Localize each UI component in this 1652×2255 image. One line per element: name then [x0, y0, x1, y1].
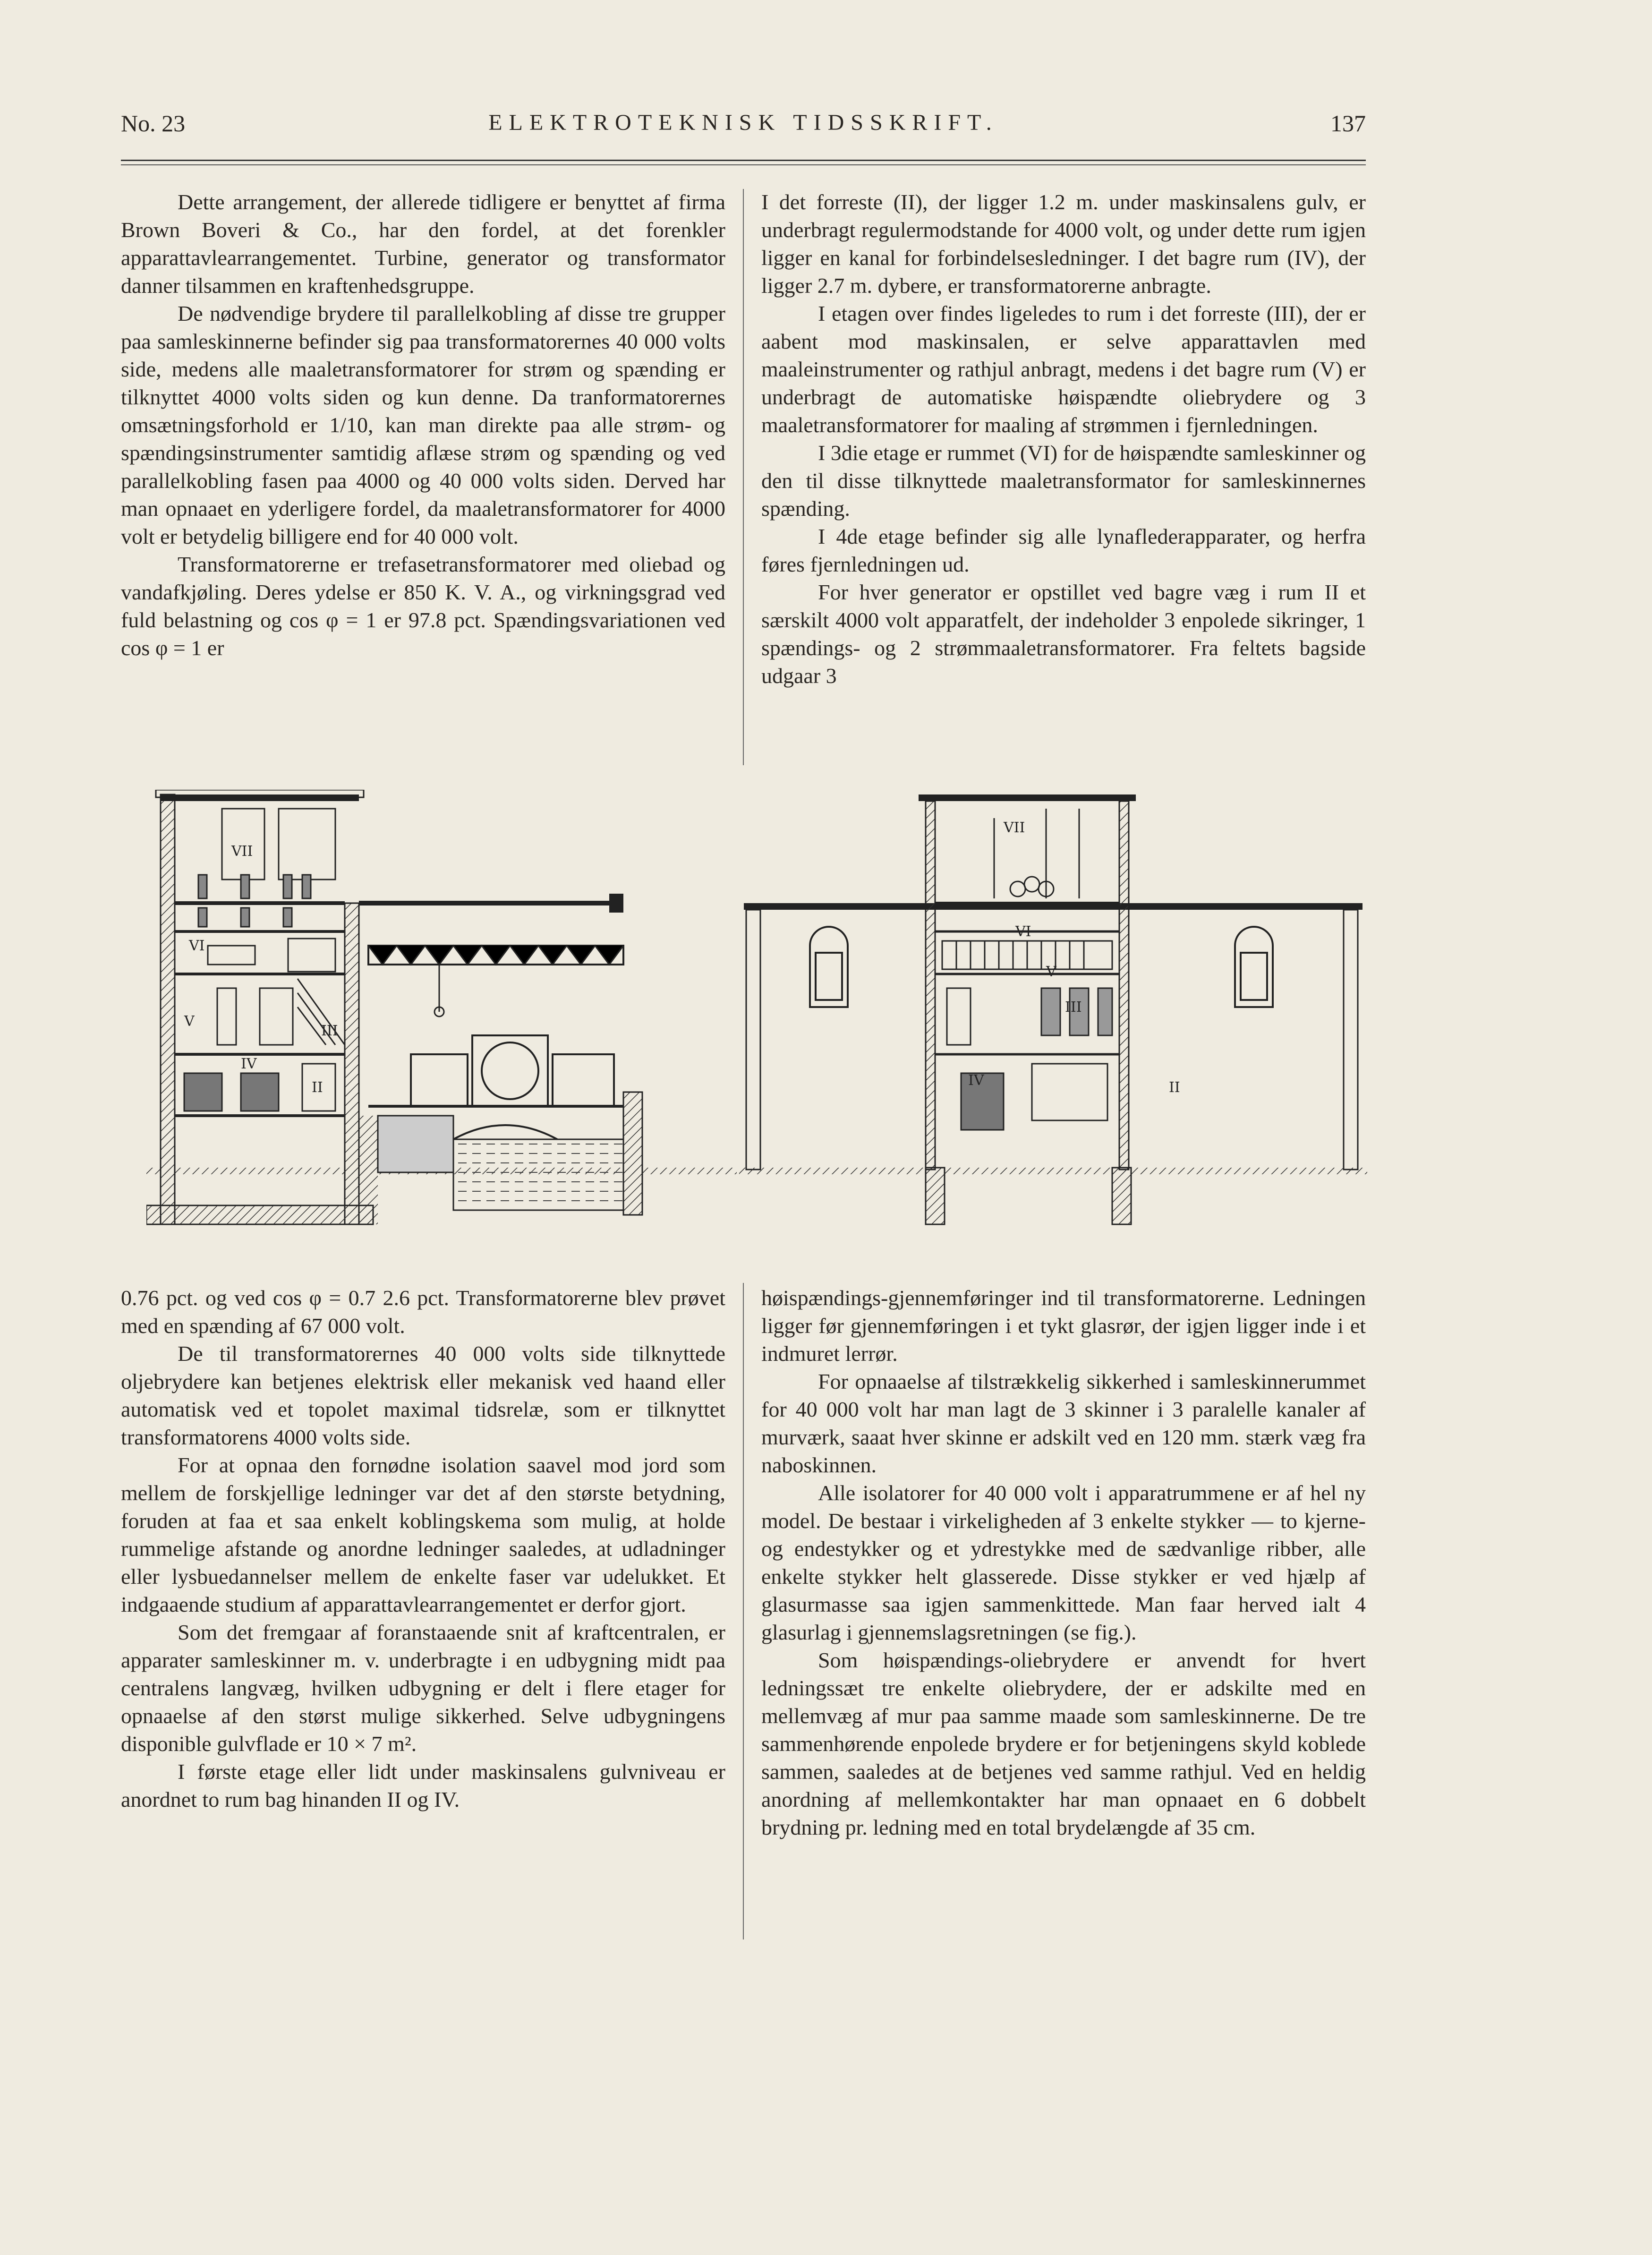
paragraph: Dette arrangement, der allerede tidligere er benyttet af firma Brown Boveri & Co., har den fordel, at det forenkler apparattavlearrangementet. Turbine, generator og transformator danner tilsammen en kraftenhedsgruppe. — [121, 190, 725, 298]
room-label: II — [1169, 1079, 1180, 1096]
header-rule-thin — [121, 164, 1366, 165]
paragraph: For hver generator er opstillet ved bagre væg i rum II et særskilt 4000 volt apparatfelt, der indeholder 3 enpolede sikringer, 1 spændings- og 2 strømmaaletransformatorer. Fra feltets bagside udgaar 3 — [761, 580, 1366, 688]
section-drawing-right — [739, 790, 1367, 1262]
room-label: VI — [1015, 923, 1031, 940]
paragraph: Alle isolatorer for 40 000 volt i apparatrummene er af hel ny model. De bestaar i virkeligheden af 3 enkelte stykker — to kjerne- og endestykker og et ydrestykke med de sædvanlige ribber, alle enkelte stykker helt glasserede. Disse stykker er ved hjælp af glasurmasse saa igjen sammenkittede. Man faar herved ialt 4 glasurlag i gjennemslagsretningen (se fig.). — [761, 1481, 1366, 1644]
paragraph: I 3die etage er rummet (VI) for de høispændte samleskinner og den til disse tilknyttede maaletransformator for samleskinnernes spænding. — [761, 441, 1366, 521]
paragraph: I det forreste (II), der ligger 1.2 m. under maskinsalens gulv, er underbragt regulermodstande for 4000 volt, og under dette rum igjen ligger en kanal for forbindelsesledninger. I det bagre rum (IV), der ligger 2.7 m. dybere, er transformatorerne anbragte. — [761, 190, 1366, 298]
paragraph: Transformatorerne er trefasetransformatorer med oliebad og vandafkjøling. Deres ydelse er 850 K. V. A., og virkningsgrad ved fuld belastning og cos φ = 1 er 97.8 pct. Spændingsvariationen ved cos φ = 1 er — [121, 552, 725, 660]
room-label: II — [312, 1079, 323, 1096]
room-label: V — [1046, 964, 1056, 980]
paragraph: I første etage eller lidt under maskinsalens gulvniveau er anordnet to rum bag hinanden II og IV. — [121, 1760, 725, 1811]
room-label: IV — [968, 1072, 984, 1089]
issue-number: No. 23 — [121, 110, 186, 137]
text-column-bottom-left — [121, 1284, 725, 1813]
text-column-top-left — [121, 188, 725, 662]
text-column-top-right — [761, 188, 1366, 690]
paragraph: 0.76 pct. og ved cos φ = 0.7 2.6 pct. Transformatorerne blev prøvet med en spænding af 67 000 volt. — [121, 1286, 725, 1338]
paragraph: høispændings-gjennemføringer ind til transformatorerne. Ledningen ligger før gjennemføringen i et tykt glasrør, der igjen ligger inde i et indmuret lerrør. — [761, 1286, 1366, 1366]
room-label: V — [184, 1013, 195, 1030]
room-label: III — [321, 1023, 338, 1039]
paragraph: Som høispændings-oliebrydere er anvendt for hvert ledningssæt tre enkelte oliebrydere, der er adskilte med en mellemvæg af mur paa samme maade som samleskinnerne. De tre sammenhørende enpolede brydere er for betjeningens skyld koblede sammen, saaledes at de betjenes ved samme rathjul. Ved en heldig anordning af mellemkontakter har man opnaaet en 6 dobbelt brydning pr. ledning med en total brydelængde af 35 cm. — [761, 1648, 1366, 1839]
paragraph: For at opnaa den fornødne isolation saavel mod jord som mellem de forskjellige ledninger var det af den største betydning, foruden at faa et saa enkelt koblingskema som mulig, at holde rummelige afstande og anordne ledninger saaledes, at udladninger eller lysbuedannelser mellem de enkelte faser var udelukket. Et indgaaende studium af apparattavlearrangementet er derfor gjort. — [121, 1453, 725, 1616]
paragraph: I 4de etage befinder sig alle lynaflederapparater, og herfra føres fjernledningen ud. — [761, 524, 1366, 576]
page-number: 137 — [1330, 110, 1366, 137]
column-divider-top — [743, 189, 744, 765]
room-label: VI — [189, 938, 205, 954]
paragraph: De til transformatorernes 40 000 volts side tilknyttede oljebrydere kan betjenes elektrisk eller mekanisk ved haand eller automatisk ved et topolet maximal tidsrelæ, som er tilknyttet transformatorens 4000 volts side. — [121, 1341, 725, 1449]
column-divider-bottom — [743, 1283, 744, 1939]
room-label: IV — [241, 1056, 257, 1072]
text-column-bottom-right — [761, 1284, 1366, 1841]
paragraph: Som det fremgaar af foranstaaende snit af kraftcentralen, er apparater samleskinner m. v. underbragte i en udbygning midt paa centralens langvæg, hvilken udbygning er delt i flere etager for opnaaelse af den størst mulige sikkerhed. Selve udbygningens disponible gulvflade er 10 × 7 m². — [121, 1620, 725, 1756]
room-label: III — [1065, 999, 1082, 1016]
paragraph: I etagen over findes ligeledes to rum i det forreste (III), der er aabent mod maskinsalen, er selve apparattavlen med maaleinstrumenter og rathjul anbragt, medens i det bagre rum (V) er underbragt de automatiske høispændte oliebrydere og 3 maaletransformatorer for maaling af strømmen i fjernledningen. — [761, 301, 1366, 437]
paragraph: For opnaaelse af tilstrækkelig sikkerhed i samleskinnerummet for 40 000 volt har man lagt de 3 skinner i 3 paralelle kanaler af murværk, saaat hver skinne er adskilt ved en 120 mm. stærk væg fra naboskinnen. — [761, 1369, 1366, 1477]
room-label: VII — [231, 843, 253, 860]
running-header — [121, 110, 1366, 143]
paragraph: De nødvendige brydere til parallelkobling af disse tre grupper paa samleskinnerne befinder sig paa transformatorernes 40 000 volts side, medens alle maaletransformatorer for strøm og spænding er tilknyttet 4000 volts siden og kun denne. Da tranformatorernes omsætningsforhold er 1/10, kan man direkte paa alle strøm- og spændingsinstrumenter samtidig aflæse strøm og spænding og ved parallelkobling fasen paa 4000 og 40 000 volts siden. Derved har man opnaaet en yderligere fordel, da maaletransformatorer for 4000 volt er betydelig billigere end for 40 000 volt. — [121, 301, 725, 548]
header-rule — [121, 160, 1366, 161]
section-drawing-left — [146, 790, 737, 1262]
room-label: VII — [1004, 820, 1025, 836]
journal-title: ELEKTROTEKNISK TIDSSKRIFT. — [488, 110, 998, 135]
